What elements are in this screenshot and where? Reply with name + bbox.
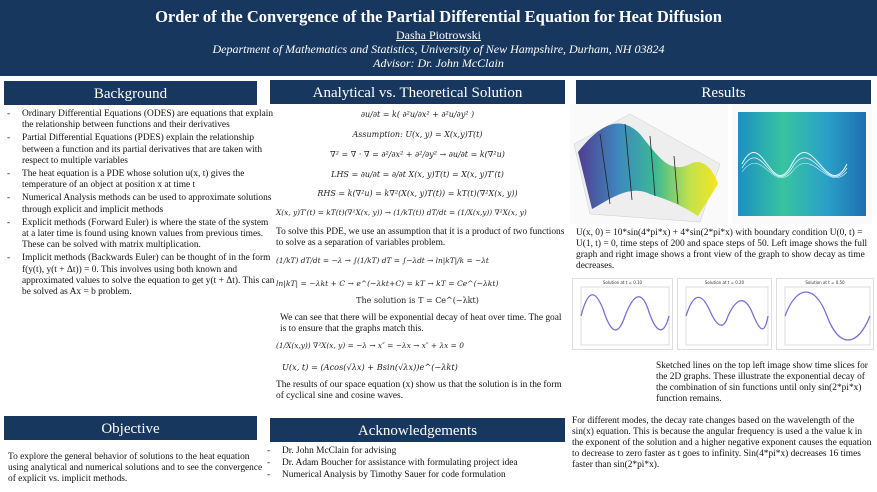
list-item: - Dr. John McClain for advising [264,446,564,457]
surface-plot-front-view [732,104,872,224]
poster-header [0,0,877,76]
list-item: - Partial Differential Equations (PDES) explain the relationship between a function and its partial derivatives that are taken with respect to multiple variables [4,133,276,167]
equation-rhs: RHS = k(∇²u) = k∇²(X(x, y)T(t)) = kT(t)(∇²X(x, y)) [317,189,518,198]
equation-general: U(x, t) = (Acos(√λx) + Bsin(√λx))e^(−λkt) [282,362,458,372]
line-plot-2-graphic [678,279,773,351]
line-plot-3 [776,278,874,350]
list-item: - Dr. Adam Boucher for assistance with formulating project idea [264,458,564,469]
line-plot-3-graphic [777,279,875,351]
equation-assumption: Assumption: U(x, y) = X(x,y)T(t) [352,130,483,139]
results-heading: Results [576,80,871,104]
advisor: Advisor: Dr. John McClain [373,56,504,70]
surface-plot-full [570,104,728,224]
analytical-paragraph-2: We can see that there will be exponential decay of heat over time. The goal is to ensure that the graphs match this. [280,313,562,334]
plot-title: Solution at t = 0.50 [805,280,845,285]
list-item: - Explicit methods (Forward Euler) is where the state of the system at a later time is found using known values from previous times. These can be solved with matrix multiplication. [4,218,276,252]
acknowledgements-list [264,446,564,482]
background-section [4,109,276,300]
front-view-graphic [732,104,872,224]
line-plot-1 [572,278,673,350]
objective-text: To explore the general behavior of solutions to the heat equation using analytical and numerical solutions and to see the convergence of explicit vs. implicit methods. [8,452,263,484]
background-heading: Background [4,81,257,105]
background-list [4,109,276,298]
list-item: - Numerical Analysis methods can be used to approximate solutions through explicit and implicit methods [4,193,276,215]
list-item: - The heat equation is a PDE whose solution u(x, t) gives the temperature of an object at position x at time t [4,169,276,191]
plot-title: Solution at t = 0.20 [704,280,745,285]
equation-laplacian: ∇² = ∇ · ∇ = ∂²/∂x² + ∂²/∂y² → ∂u/∂t = k(∇²u) [330,150,505,159]
surface-plot-graphic [570,104,728,224]
equation-log: ln|kT| = −λkt + C → e^(−λkt+C) = kT → kT = Ce^(−λkt) [276,279,499,288]
results-caption-1: U(x, 0) = 10*sin(4*pi*x) + 4*sin(2*pi*x) with boundary condition U(0, t) = U(1, t) = 0, time steps of 200 and space steps of 50. Left image shows the full graph and right image shows a front view of the graph to show decay as time decreases. [576,228,868,271]
plot-title: Solution at t = 0.10 [602,280,643,285]
line-plot-1-graphic [573,279,674,351]
author-name: Dasha Piotrowski [396,28,481,42]
equation-integrate: (1/kT) dT/dt = −λ → ∫(1/kT) dT = ∫−λdt → ln|kT|/k = −λt [276,256,489,265]
analytical-paragraph-3: The results of our space equation (x) show us that the solution is in the form of cyclical sine and cosine waves. [276,380,562,401]
department: Department of Mathematics and Statistics, University of New Hampshire, Durham, NH 03824 [212,42,665,56]
analytical-heading: Analytical vs. Theoretical Solution [270,80,565,104]
equation-space: (1/X(x,y)) ∇²X(x, y) = −λ → x″ = −λx → x″ + λx = 0 [276,341,464,350]
list-item: - Numerical Analysis by Timothy Sauer for code formulation [264,470,564,481]
acknowledgements-section [264,446,564,484]
poster-title: Order of the Convergence of the Partial Differential Equation for Heat Diffusion [155,7,722,26]
list-item: - Ordinary Differential Equations (ODES) are equations that explain the relationship between functions and their derivatives [4,109,276,131]
equation-solution: The solution is T = Ce^(−λkt) [356,296,479,305]
acknowledgements-heading: Acknowledgements [270,418,565,442]
analytical-paragraph-1: To solve this PDE, we use an assumption that it is a product of two functions to solve as a separation of variables problem. [276,227,565,248]
equation-heat: ∂u/∂t = k( ∂²u/∂x² + ∂²u/∂y² ) [360,110,475,119]
equation-lhs: LHS = ∂u/∂t = ∂/∂t X(x, y)T(t) = X(x, y)T′(t) [331,170,504,179]
equation-separated: X(x, y)T′(t) = kT(t)(∇²X(x, y)) → (1/kT(t)) dT/dt = (1/X(x,y)) ∇²X(x, y) [276,208,527,217]
objective-heading: Objective [4,416,257,440]
results-caption-3: For different modes, the decay rate changes based on the wavelength of the sin(x) equation. This is because the angular frequency is used a the value k in the exponent of the solution and a higher negative exponent causes the equation to decrease to zero faster as t goes to infinity. Sin(4*pi*x) decreases 16 times faster than sin(2*pi*x). [572,416,872,470]
list-item: - Implicit methods (Backwards Euler) can be thought of in the form f(y(t), y(t + Δt)) = 0. This involves using both known and approximated values to solve the equation to get y(t + Δt). This can be solved as Ax = b problem. [4,253,276,298]
line-plot-2 [677,278,772,350]
results-caption-2: Sketched lines on the top left image show time slices for the 2D graphs. These illustrate the exponential decay of the combination of sin functions until only sin(2*pi*x) function remains. [656,361,868,404]
